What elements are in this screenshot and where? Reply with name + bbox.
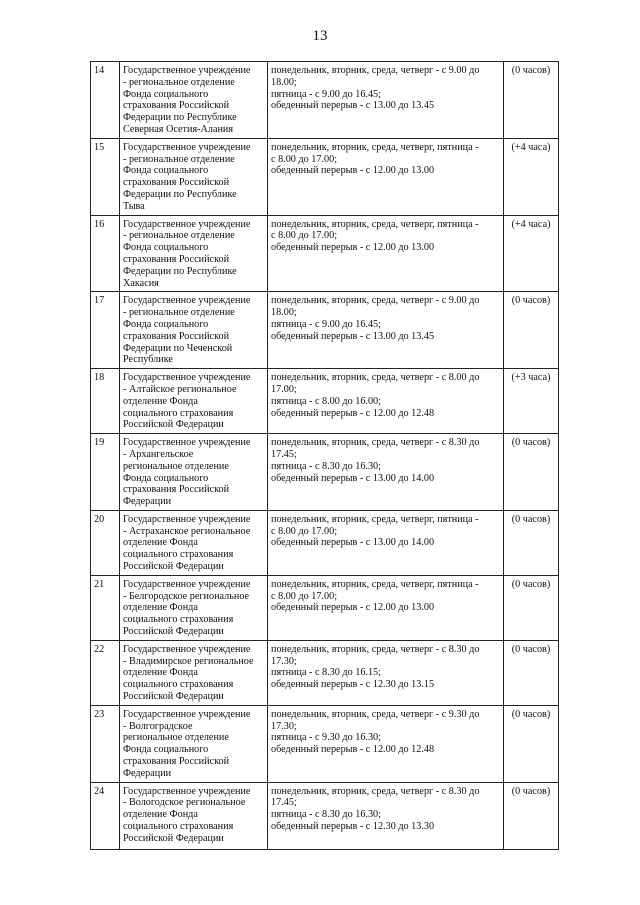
time-offset-cell: [504, 705, 559, 782]
working-hours: понедельник, вторник, среда, четверг, пятница - с 8.00 до 17.00; обеденный перерыв - с 12.00 до 13.00: [271, 218, 479, 254]
table-row: [91, 575, 559, 640]
organization-name: Государственное учреждение - региональное отделение Фонда социального страхования Российской Федерации по Республике Северная Осетия-Алания: [123, 65, 251, 135]
working-hours: понедельник, вторник, среда, четверг - с 8.00 до 17.00; пятница - с 8.00 до 16.00; обеденный перерыв - с 12.00 до 12.48: [271, 372, 480, 419]
working-hours-cell: [268, 369, 504, 434]
working-hours: понедельник, вторник, среда, четверг - с 9.00 до 18.00; пятница - с 9.00 до 16.45; обеденный перерыв - с 13.00 до 13.45: [271, 295, 480, 342]
organization-name: Государственное учреждение - Волгоградское региональное отделение Фонда социального страхования Российской Федерации: [123, 708, 251, 779]
organization-name-cell: [120, 215, 268, 292]
schedule-table-body: [91, 62, 559, 850]
table-row: [91, 782, 559, 849]
working-hours: понедельник, вторник, среда, четверг - с 8.30 до 17.45; пятница - с 8.30 до 16.30; обеденный перерыв - с 12.30 до 13.30: [271, 785, 480, 833]
organization-name: Государственное учреждение - региональное отделение Фонда социального страхования Российской Федерации по Чеченской Республике: [123, 295, 251, 366]
organization-name-cell: [120, 369, 268, 434]
working-hours: понедельник, вторник, среда, четверг - с 8.30 до 17.45; пятница - с 8.30 до 16.30; обеденный перерыв - с 13.00 до 14.00: [271, 437, 480, 484]
organization-name-cell: [120, 138, 268, 215]
table-row: [91, 369, 559, 434]
time-offset: (0 часов): [511, 643, 551, 655]
table-row: [91, 292, 559, 369]
table-row: [91, 510, 559, 575]
working-hours-cell: [268, 62, 504, 139]
row-number: 22: [94, 643, 105, 655]
time-offset-cell: [504, 640, 559, 705]
organization-name-cell: [120, 510, 268, 575]
row-number-cell: [91, 782, 120, 849]
row-number-cell: [91, 215, 120, 292]
row-number: 17: [94, 295, 105, 307]
time-offset: (+4 часа): [511, 218, 551, 230]
row-number: 19: [94, 437, 105, 449]
schedule-table: [90, 61, 559, 850]
organization-name-cell: [120, 434, 268, 511]
row-number: 16: [94, 218, 105, 230]
time-offset-cell: [504, 138, 559, 215]
time-offset: (0 часов): [511, 578, 551, 590]
working-hours-cell: [268, 510, 504, 575]
time-offset-cell: [504, 369, 559, 434]
time-offset-cell: [504, 215, 559, 292]
time-offset-cell: [504, 782, 559, 849]
row-number: 21: [94, 578, 105, 590]
time-offset: (0 часов): [511, 708, 551, 720]
row-number-cell: [91, 369, 120, 434]
working-hours-cell: [268, 575, 504, 640]
row-number-cell: [91, 138, 120, 215]
organization-name: Государственное учреждение - Владимирское региональное отделение Фонда социального страхования Российской Федерации: [123, 643, 254, 703]
organization-name-cell: [120, 62, 268, 139]
time-offset-cell: [504, 510, 559, 575]
organization-name-cell: [120, 782, 268, 849]
working-hours: понедельник, вторник, среда, четверг - с 8.30 до 17.30; пятница - с 8.30 до 16.15; обеденный перерыв - с 12.30 до 13.15: [271, 643, 480, 691]
row-number-cell: [91, 705, 120, 782]
row-number: 24: [94, 785, 105, 797]
working-hours-cell: [268, 138, 504, 215]
organization-name-cell: [120, 575, 268, 640]
working-hours: понедельник, вторник, среда, четверг, пятница - с 8.00 до 17.00; обеденный перерыв - с 12.00 до 13.00: [271, 578, 479, 614]
table-row: [91, 705, 559, 782]
organization-name: Государственное учреждение - Вологодское региональное отделение Фонда социального страхования Российской Федерации: [123, 785, 251, 844]
time-offset-cell: [504, 434, 559, 511]
working-hours-cell: [268, 292, 504, 369]
organization-name: Государственное учреждение - региональное отделение Фонда социального страхования Российской Федерации по Республике Хакасия: [123, 218, 251, 289]
table-row: [91, 640, 559, 705]
time-offset: (+3 часа): [511, 372, 551, 384]
time-offset: (0 часов): [511, 437, 551, 449]
row-number: 20: [94, 513, 105, 525]
working-hours-cell: [268, 434, 504, 511]
time-offset: (0 часов): [511, 785, 551, 797]
time-offset: (0 часов): [511, 295, 551, 307]
working-hours: понедельник, вторник, среда, четверг - с 9.00 до 18.00; пятница - с 9.00 до 16.45; обеденный перерыв - с 13.00 до 13.45: [271, 65, 480, 112]
time-offset-cell: [504, 62, 559, 139]
organization-name: Государственное учреждение - Алтайское региональное отделение Фонда социального страхования Российской Федерации: [123, 372, 251, 431]
page-number: 13: [312, 28, 328, 44]
row-number-cell: [91, 640, 120, 705]
organization-name-cell: [120, 640, 268, 705]
working-hours: понедельник, вторник, среда, четверг, пятница - с 8.00 до 17.00; обеденный перерыв - с 12.00 до 13.00: [271, 141, 479, 177]
row-number-cell: [91, 434, 120, 511]
working-hours-cell: [268, 640, 504, 705]
row-number: 15: [94, 141, 105, 153]
organization-name-cell: [120, 292, 268, 369]
organization-name: Государственное учреждение - региональное отделение Фонда социального страхования Российской Федерации по Республике Тыва: [123, 141, 251, 212]
time-offset: (0 часов): [511, 513, 551, 525]
row-number-cell: [91, 510, 120, 575]
table-row: [91, 434, 559, 511]
working-hours-cell: [268, 705, 504, 782]
time-offset-cell: [504, 575, 559, 640]
row-number: 14: [94, 65, 105, 76]
organization-name: Государственное учреждение - Архангельское региональное отделение Фонда социального страхования Российской Федерации: [123, 437, 251, 508]
row-number-cell: [91, 575, 120, 640]
organization-name-cell: [120, 705, 268, 782]
table-row: [91, 62, 559, 139]
table-row: [91, 215, 559, 292]
time-offset: (0 часов): [511, 65, 551, 76]
row-number-cell: [91, 292, 120, 369]
organization-name: Государственное учреждение - Астраханское региональное отделение Фонда социального страхования Российской Федерации: [123, 513, 251, 573]
working-hours-cell: [268, 782, 504, 849]
table-row: [91, 138, 559, 215]
row-number: 23: [94, 708, 105, 720]
row-number-cell: [91, 62, 120, 139]
time-offset-cell: [504, 292, 559, 369]
working-hours: понедельник, вторник, среда, четверг, пятница - с 8.00 до 17.00; обеденный перерыв - с 13.00 до 14.00: [271, 513, 479, 549]
time-offset: (+4 часа): [511, 141, 551, 153]
working-hours-cell: [268, 215, 504, 292]
organization-name: Государственное учреждение - Белгородское региональное отделение Фонда социального страхования Российской Федерации: [123, 578, 251, 638]
row-number: 18: [94, 372, 105, 384]
working-hours: понедельник, вторник, среда, четверг - с 9.30 до 17.30; пятница - с 9.30 до 16.30; обеденный перерыв - с 12.00 до 12.48: [271, 708, 480, 756]
